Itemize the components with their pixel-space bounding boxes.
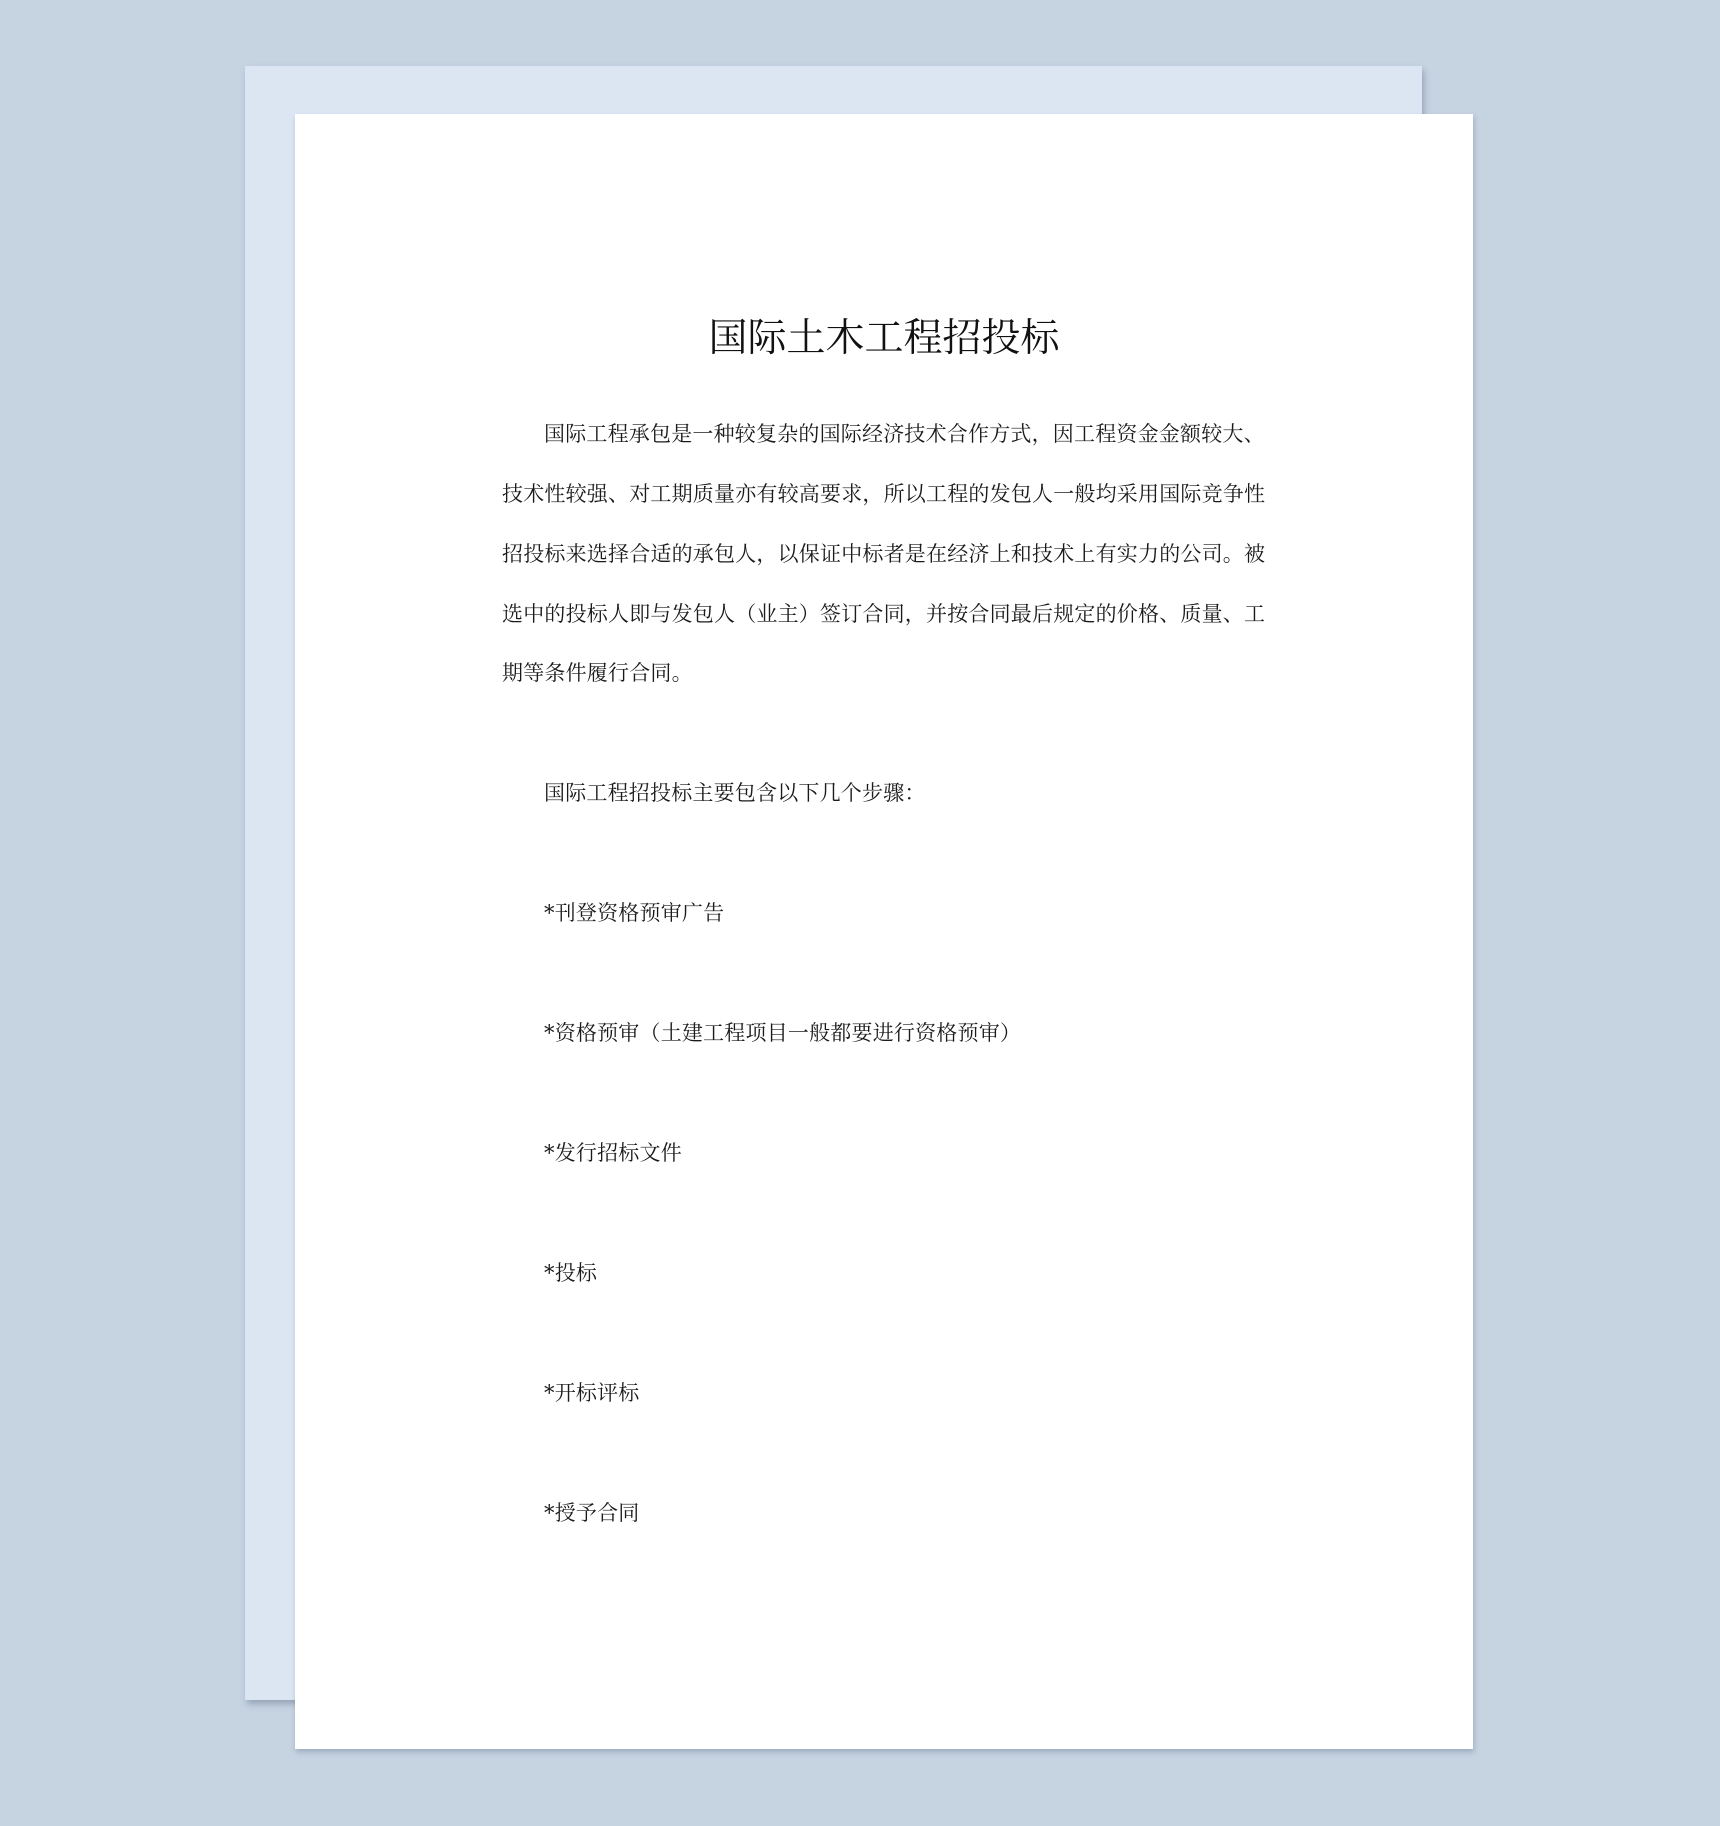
paragraph-line: 国际工程承包是一种较复杂的国际经济技术合作方式，因工程资金金额较大、 — [544, 422, 1265, 446]
paragraph-line: 招投标来选择合适的承包人，以保证中标者是在经济上和技术上有实力的公司。被 — [502, 542, 1266, 566]
document-title: 国际土木工程招投标 — [708, 316, 1060, 361]
step-item: *资格预审（土建工程项目一般都要进行资格预审） — [544, 1021, 1022, 1045]
step-item: *发行招标文件 — [544, 1141, 682, 1165]
paragraph-line: 技术性较强、对工期质量亦有较高要求，所以工程的发包人一般均采用国际竞争性 — [502, 482, 1266, 506]
paragraph-line: 期等条件履行合同。 — [502, 661, 693, 685]
step-item: *刊登资格预审广告 — [544, 901, 725, 925]
paragraph-line: 选中的投标人即与发包人（业主）签订合同，并按合同最后规定的价格、质量、工 — [502, 602, 1266, 626]
steps-intro: 国际工程招投标主要包含以下几个步骤： — [544, 781, 926, 805]
document-page — [295, 114, 1473, 1749]
step-item: *开标评标 — [544, 1381, 640, 1405]
step-item: *授予合同 — [544, 1501, 640, 1525]
step-item: *投标 — [544, 1261, 598, 1285]
